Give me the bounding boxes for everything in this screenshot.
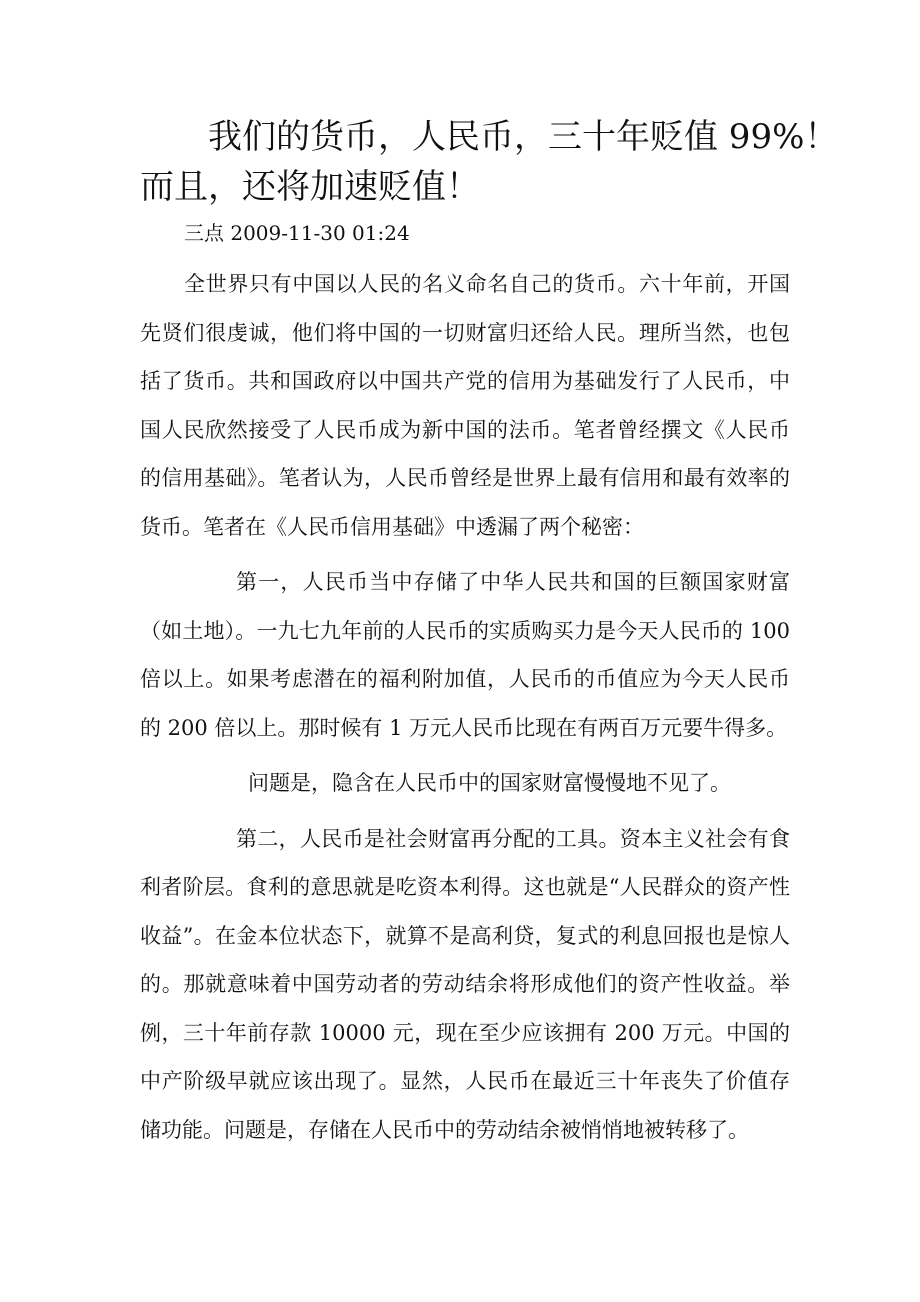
article-title-line-2: 而且，还将加速贬值！ [140,167,480,207]
paragraph-point-one: 第一，人民币当中存储了中华人民共和国的巨额国家财富（如土地）。一九七九年前的人民币的实质购买力是今天人民币的 100 倍以上。如果考虑潜在的福利附加值，人民币的币值应为今天人民币的 200 倍以上。那时候有 1 万元人民币比现在有两百万元要牛得多。 [140,570,790,740]
paragraph-problem-one: 问题是，隐含在人民币中的国家财富慢慢地不见了。 [248,771,731,795]
article-byline: 三点 2009-11-30 01:24 [184,221,410,245]
paragraph-point-two: 第二，人民币是社会财富再分配的工具。资本主义社会有食利者阶层。食利的意思就是吃资本利得。这也就是“人民群众的资产性收益”。在金本位状态下，就算不是高利贷，复式的利息回报也是惊人的。那就意味着中国劳动者的劳动结余将形成他们的资产性收益。举例，三十年前存款 10000 元，现在至少应该拥有 200 万元。中国的中产阶级早就应该出现了。显然，人民币在最近三十年丧失了价值存储功能。问题是，存储在人民币中的劳动结余被悄悄地被转移了。 [140,826,790,1142]
article-body [140,260,790,1154]
paragraph-intro: 全世界只有中国以人民的名义命名自己的货币。六十年前，开国先贤们很虔诚，他们将中国的一切财富归还给人民。理所当然，也包括了货币。共和国政府以中国共产党的信用为基础发行了人民币，中国人民欣然接受了人民币成为新中国的法币。笔者曾经撰文《人民币的信用基础》。笔者认为，人民币曾经是世界上最有信用和最有效率的货币。笔者在《人民币信用基础》中透漏了两个秘密： [140,272,790,539]
article-title-line-1: 我们的货币，人民币，三十年贬值 99%！ [208,117,839,157]
article-title [140,112,839,212]
